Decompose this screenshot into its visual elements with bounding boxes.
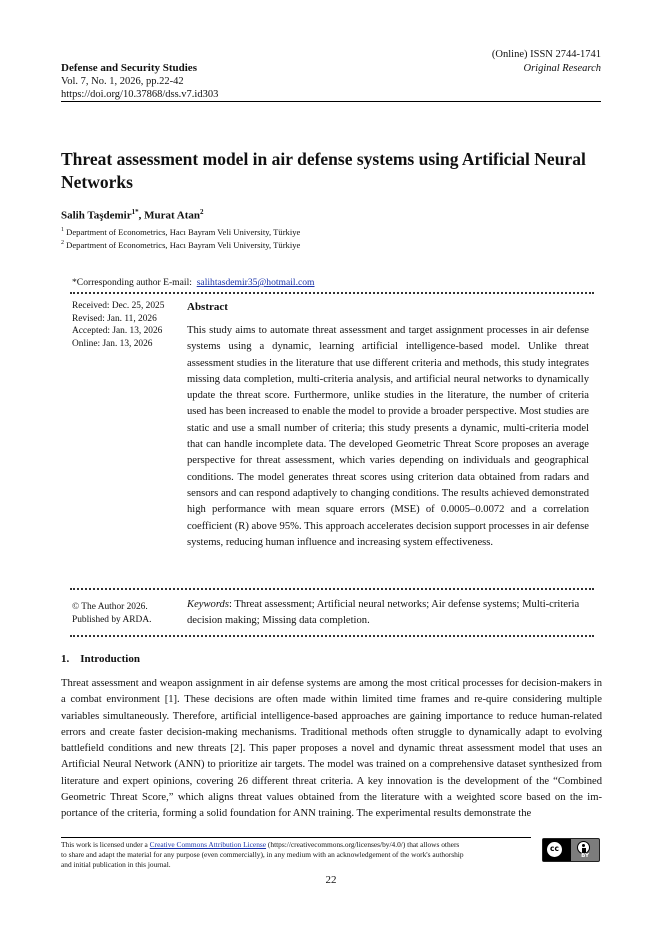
abstract-heading: Abstract (187, 301, 228, 313)
author-1-affiliation: 1* (131, 208, 139, 216)
affiliation-2-text: Department of Econometrics, Hacı Bayram Veli University, Türkiye (66, 239, 301, 250)
date-online: Online: Jan. 13, 2026 (72, 338, 153, 349)
license-url: (https://creativecommons.org/licenses/by/4.0/) that allows others (266, 840, 460, 849)
divider-bottom (70, 635, 594, 637)
keywords-text: : Threat assessment; Artificial neural networks; Air defense systems; Multi-criteria decision making; Missing data completion. (187, 599, 580, 627)
author-2-affiliation: 2 (200, 208, 204, 216)
license-prefix: This work is licensed under a (61, 840, 150, 849)
author-1: Salih Taşdemir (61, 209, 132, 222)
volume-info: Vol. 7, No. 1, 2026, pp.22-42 (61, 76, 184, 87)
footer-rule (61, 837, 531, 838)
affiliation-1-text: Department of Econometrics, Hacı Bayram Veli University, Türkiye (66, 226, 301, 237)
keywords-label: Keywords (187, 599, 229, 610)
divider-middle (70, 588, 594, 590)
license-notice (61, 840, 541, 870)
date-revised: Revised: Jan. 11, 2026 (72, 313, 157, 324)
page-number: 22 (325, 874, 337, 886)
author-list (61, 208, 204, 222)
cc-by-badge[interactable] (542, 838, 600, 862)
license-line-3: and initial publication in this journal. (61, 860, 171, 869)
publisher-line: Published by ARDA. (72, 614, 152, 625)
affiliation-2 (61, 237, 300, 251)
license-line-1 (61, 840, 541, 850)
copyright-block (72, 601, 151, 626)
corresponding-label: *Corresponding author E-mail: (72, 277, 192, 288)
cc-icon: cc (546, 841, 563, 858)
date-accepted: Accepted: Jan. 13, 2026 (72, 326, 163, 336)
article-dates (72, 300, 164, 350)
issn: (Online) ISSN 2744-1741 (491, 49, 601, 60)
author-2: Murat Atan (144, 209, 201, 222)
affiliation-1-number: 1 (61, 227, 64, 233)
section-title: Introduction (80, 653, 140, 665)
affiliation-1 (61, 224, 300, 238)
corresponding-author (72, 277, 315, 290)
corresponding-email[interactable]: salihtasdemir35@hotmail.com (196, 277, 315, 288)
author-separator: , (138, 209, 145, 222)
header-rule (61, 101, 601, 102)
date-received: Received: Dec. 25, 2025 (72, 301, 165, 311)
license-line-2: to share and adapt the material for any purpose (even commercially), in any medium with an acknowledgement of the work's authorship (61, 850, 464, 859)
paper-title: Threat assessment model in air defense systems using Artificial Neural Networks (61, 149, 586, 192)
copyright-line: © The Author 2026. (72, 602, 148, 612)
abstract-text: This study aims to automate threat assessment and target assignment processes in air defense systems using a dynamic, learning artificial intelligence-based model. Unlike threat assessment studies in the literature that use different criteria and methods, this study integrates missing data completion, multi-criteria analysis, and artificial neural networks to dynamically update the threat score. Furthermore, unlike studies in the literature, the number of criteria used has been increased to enable the model to provide a broader perspective. Most studies are static and use a small number of criteria; this study presents a dynamic, multi-criteria model that can handle incomplete data. The developed Geometric Threat Score proposes an average perspective for threat assessment, which varies depending on individuals and geographical conditions. The model generates threat scores using criterion data obtained from radars and sensors and can respond adaptively to changing conditions. The results achieved demonstrated high performance with mean square errors (MSE) of 0.0005–0.0072 and a correlation coefficient (R) above 95%. This approach accelerates decision support processes in air defense systems, reducing human influence and increasing system effectiveness. (187, 325, 589, 548)
section-heading (61, 653, 140, 665)
doi-link[interactable]: https://doi.org/10.37868/dss.v7.id303 (61, 89, 219, 100)
intro-paragraph: Threat assessment and weapon assignment in air defense systems are among the most critical processes for decision-makers in a combat environment [1]. These decisions are often made within limited time frames and re-quire considering multiple variables simultaneously. Therefore, artificial intelligence-based approaches are gaining importance to reduce human-related errors and create faster decision-making mechanisms. Traditional methods often struggle to dynamically adapt to evolving battlefield conditions and new threats [2]. This paper proposes a novel and dynamic threat assessment model that uses an Artificial Neural Network (ANN) to prioritize air targets. The model was trained on a comprehensive dataset synthesized from literature and expert opinions, covering 26 different threat criteria. A key innovation is the development of the “Combined Geometric Threat Score,” which aligns threat values obtained from the literature with a weighted score based on the im-portance of the criteria, forming a solid foundation for ANN training. The experimental results demonstrate the (61, 678, 602, 820)
section-number: 1. (61, 653, 70, 665)
affiliation-2-number: 2 (61, 240, 64, 246)
divider-top (70, 292, 594, 294)
keywords (187, 597, 592, 630)
journal-name: Defense and Security Studies (61, 62, 197, 74)
by-label: BY (581, 853, 589, 859)
license-link[interactable]: Creative Commons Attribution License (149, 840, 267, 849)
article-category: Original Research (523, 63, 601, 74)
